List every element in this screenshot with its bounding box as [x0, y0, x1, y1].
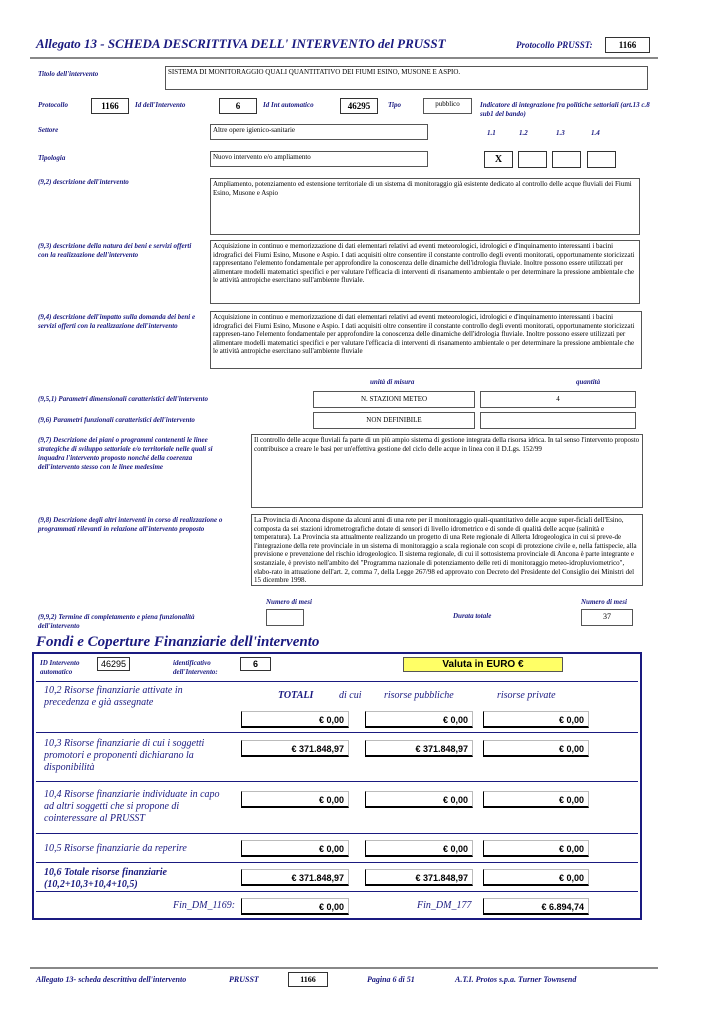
fondi-sep-2 [36, 781, 638, 782]
row-10-2-pubbliche[interactable]: € 0,00 [365, 711, 473, 728]
titolo-label: Titolo dell'intervento [38, 70, 99, 78]
row-10-4-pubbliche[interactable]: € 0,00 [365, 791, 473, 808]
row-10-6-label: 10,6 Totale risorse finanziarie (10,2+10,3+10,4+10,5) [44, 867, 167, 890]
indicatore-1-1-checkbox[interactable]: X [484, 151, 513, 168]
t992-field[interactable] [266, 609, 304, 626]
col-totali-header: TOTALI [278, 690, 314, 701]
fondi-sep-top [36, 681, 638, 682]
footer-rule [30, 967, 658, 969]
indicatore-1-4-label: 1.4 [591, 129, 600, 137]
quantita-label: quantità [576, 378, 601, 386]
settore-field[interactable]: Altre opere igienico-sanitarie [210, 124, 428, 140]
fondi-id-auto-value: 46295 [97, 657, 130, 671]
indicatore-1-2-checkbox[interactable] [518, 151, 547, 168]
footer-company: A.T.I. Protos s.p.a. Turner Townsend [455, 975, 577, 984]
fondi-sep-4 [36, 862, 638, 863]
row-10-4-label: 10,4 Risorse finanziarie individuate in capo ad altri soggetti che si propone di cointeressare al PRUSST [44, 789, 220, 824]
desc94-field[interactable]: Acquisizione in continuo e memorizzazione di dati elementari relativi ad eventi meteorologici, idrologici e d'inquinamento interessanti i bacini idrografici dei Fiumi Esino, Musone e Aspio. I dati acquisiti oltre consentire il constante controllo degli eventi monitorati, opportunamente storicizzati rappresen-tano l'elemento fondamentale per approfondire la conoscenza delle dinamiche dell'idrologia fluviale. Inoltre possono essere utilizzati per alimentare modelli matematici specifici e per valutare l'efficacia di interventi di risanamento ambientale o per determinare la pressione ambientale che le attività antropiche esercitano sull'ambiente fluviale [210, 311, 642, 369]
d97-label: (9,7) Descrizione dei piani o programmi contenenti le linee strategiche di sviluppo settoriale e/o territoriale nelle quali si inquadra l'intervento proposto nonché della coerenza dell'intervento stesso con le linee medesime [38, 436, 213, 471]
row-10-4-totali[interactable]: € 0,00 [241, 791, 349, 808]
fondi-title: Fondi e Coperture Finanziarie dell'intervento [36, 634, 320, 650]
footer-page: Pagina 6 di 51 [367, 975, 415, 984]
col-dicui-header: di cui [339, 690, 362, 701]
fin-dm-1169-label: Fin_DM_1169: [173, 900, 236, 911]
protocol-label: Protocollo PRUSST: [516, 40, 593, 50]
row-10-4-private[interactable]: € 0,00 [483, 791, 589, 808]
durata-field[interactable]: 37 [581, 609, 633, 626]
durata-label: Durata totale [453, 612, 492, 620]
d97-field[interactable]: Il controllo delle acque fluviali fa parte di un più ampio sistema di gestione integrata della risorsa idrica. In tal senso l'intervento proposto contribuisce a creare le basi per un'effettiva gestione del ciclo delle acque in linea con il D.Lgs. 152/99 [251, 434, 643, 508]
document-title: Allegato 13 - SCHEDA DESCRITTIVA DELL' INTERVENTO del PRUSST [36, 36, 446, 51]
row-10-2-private[interactable]: € 0,00 [483, 711, 589, 728]
id-auto-value-box: 46295 [340, 98, 378, 114]
row-10-6-totali[interactable]: € 371.848,97 [241, 869, 349, 886]
desc93-field[interactable]: Acquisizione in continuo e memorizzazione di dati elementari relativi ad eventi meteorologici, idrologici e d'inquinamento interessanti i bacini idrografici dei Fiumi Esino, Musone e Aspio. I dati acquisiti oltre consentire il constante controllo degli eventi monitorati, opportunamente storicizzati rappresentano l'elemento fondamentale per approfondire la conoscenza delle dinamiche dell'idrologia fluviale. Inoltre possono essere utilizzati per alimentare modelli matematici specifici e per valutare l'efficacia di interventi di risanamento ambientale o per determinare la pressione ambientale che le attività antropiche esercitano sull'ambiente fluviale. [210, 240, 640, 304]
row-10-2-totali[interactable]: € 0,00 [241, 711, 349, 728]
fondi-id-auto-label: ID Intervento automatico [40, 659, 80, 676]
settore-label: Settore [38, 126, 59, 134]
footer-left: Allegato 13- scheda descrittiva dell'intervento [36, 975, 187, 984]
fin-dm-177-label: Fin_DM_177 [417, 900, 472, 911]
mesi-label: Numero di mesi [266, 598, 312, 606]
row-10-6-private[interactable]: € 0,00 [483, 869, 589, 886]
fin-dm-1169-value[interactable]: € 0,00 [241, 898, 349, 915]
row-10-6-pubbliche[interactable]: € 371.848,97 [365, 869, 473, 886]
header-rule [30, 57, 658, 59]
p96-unit-field[interactable]: NON DEFINIBILE [313, 412, 475, 429]
desc92-field[interactable]: Ampliamento, potenziamento ed estensione territoriale di un sistema di monitoraggio già esistente dedicato al controllo delle acque fluviali dei Fiumi Esino, Musone e Aspio [210, 178, 640, 235]
fondi-ident-label: identificativo dell'Intervento: [173, 659, 218, 676]
indicatore-label: Indicatore di integrazione fra politiche settoriali (art.13 c.8 sub1 del bando) [480, 101, 650, 118]
t992-label: (9,9,2) Termine di completamento e piena funzionalità dell'intervento [38, 613, 195, 630]
indicatore-1-1-label: 1.1 [487, 129, 496, 137]
col-private-header: risorse private [497, 690, 556, 701]
row-10-5-private[interactable]: € 0,00 [483, 840, 589, 857]
tipo-label: Tipo [388, 101, 401, 109]
unita-label: unità di misura [370, 378, 415, 386]
col-pubbliche-header: risorse pubbliche [384, 690, 454, 701]
footer-protocol-box: 1166 [288, 972, 328, 987]
protocollo-value-box: 1166 [91, 98, 129, 114]
p96-label: (9,6) Parametri funzionali caratteristici dell'intervento [38, 416, 195, 424]
indicatore-1-4-checkbox[interactable] [587, 151, 616, 168]
row-10-3-label: 10,3 Risorse finanziarie di cui i soggetti promotori e proponenti dichiarano la disponibilità [44, 738, 205, 773]
fondi-sep-3 [36, 833, 638, 834]
row-10-5-pubbliche[interactable]: € 0,00 [365, 840, 473, 857]
row-10-2-label: 10,2 Risorse finanziarie attivate in precedenza e già assegnate [44, 685, 183, 708]
fondi-sep-5 [36, 891, 638, 892]
fondi-sep-1 [36, 732, 638, 733]
d98-label: (9,8) Descrizione degli altri interventi in corso di realizzazione o programmati rilevanti in relazione all'intervento proposto [38, 516, 223, 533]
row-10-3-pubbliche[interactable]: € 371.848,97 [365, 740, 473, 757]
footer-prusst: PRUSST [229, 975, 259, 984]
tipologia-label: Tipologia [38, 154, 66, 162]
desc92-label: (9,2) descrizione dell'intervento [38, 178, 129, 186]
tipo-field[interactable]: pubblico [423, 98, 472, 114]
indicatore-1-3-label: 1.3 [556, 129, 565, 137]
titolo-field[interactable]: SISTEMA DI MONITORAGGIO QUALI QUANTITATIVO DEI FIUMI ESINO, MUSONE E ASPIO. [165, 66, 648, 90]
p96-qty-field[interactable] [480, 412, 636, 429]
desc93-label: (9,3) descrizione della natura dei beni e servizi offerti con la realizzazione dell'intervento [38, 242, 192, 259]
row-10-5-label: 10,5 Risorse finanziarie da reperire [44, 843, 187, 854]
protocollo-label: Protocollo [38, 101, 68, 109]
p951-qty-field[interactable]: 4 [480, 391, 636, 408]
p951-label: (9,5,1) Parametri dimensionali caratteristici dell'intervento [38, 395, 208, 403]
id-intervento-label: Id dell'Intervento [135, 101, 186, 109]
valuta-badge: Valuta in EURO € [403, 657, 563, 672]
desc94-label: (9,4) descrizione dell'impatto sulla domanda dei beni e servizi offerti con la realizzazione dell'intervento [38, 313, 196, 330]
p951-unit-field[interactable]: N. STAZIONI METEO [313, 391, 475, 408]
indicatore-1-3-checkbox[interactable] [552, 151, 581, 168]
id-auto-label: Id Int automatico [263, 101, 314, 109]
row-10-3-private[interactable]: € 0,00 [483, 740, 589, 757]
id-intervento-value-box: 6 [219, 98, 257, 114]
protocol-value-box: 1166 [605, 37, 650, 53]
tipologia-field[interactable]: Nuovo intervento e/o ampliamento [210, 151, 428, 167]
indicatore-1-2-label: 1.2 [519, 129, 528, 137]
fin-dm-177-value[interactable]: € 6.894,74 [483, 898, 589, 915]
fondi-ident-value: 6 [240, 657, 271, 671]
row-10-5-totali[interactable]: € 0,00 [241, 840, 349, 857]
row-10-3-totali[interactable]: € 371.848,97 [241, 740, 349, 757]
d98-field[interactable]: La Provincia di Ancona dispone da alcuni anni di una rete per il monitoraggio quali-quantitativo delle acque super-ficiali dell'Esino, composta da sei stazioni idrometrografiche dotate di sensori di livello idrometrico e di sonde di qualità delle acque (salinità e temperatura). La Provincia sta attualmente realizzando un progetto di una Rete regionale di Allerta Idrogeologica in cui si preve-de l'integrazione della rete provinciale in un sistema di monitoraggio a scala regionale con scopi di protezione civile e, nella fattispecie, alla previsione e prevenzione del rischio idrogeologico. Il sistema regionale, di cui il sottosistema provinciale di Ancona è parte integrante e sostanziale, è previsto nell'ambito del "Programma nazionale di potenziamento delle reti di monitoraggio meteo-idropluviometrico", elabo-rato in attuazione dell'art. 2, comma 7, della Legge 267/98 ed approvato con Decreto del Presidente del Consiglio dei Ministri del 15 dicembre 1998. [251, 514, 643, 586]
durata-mesi-label: Numero di mesi [581, 598, 627, 606]
